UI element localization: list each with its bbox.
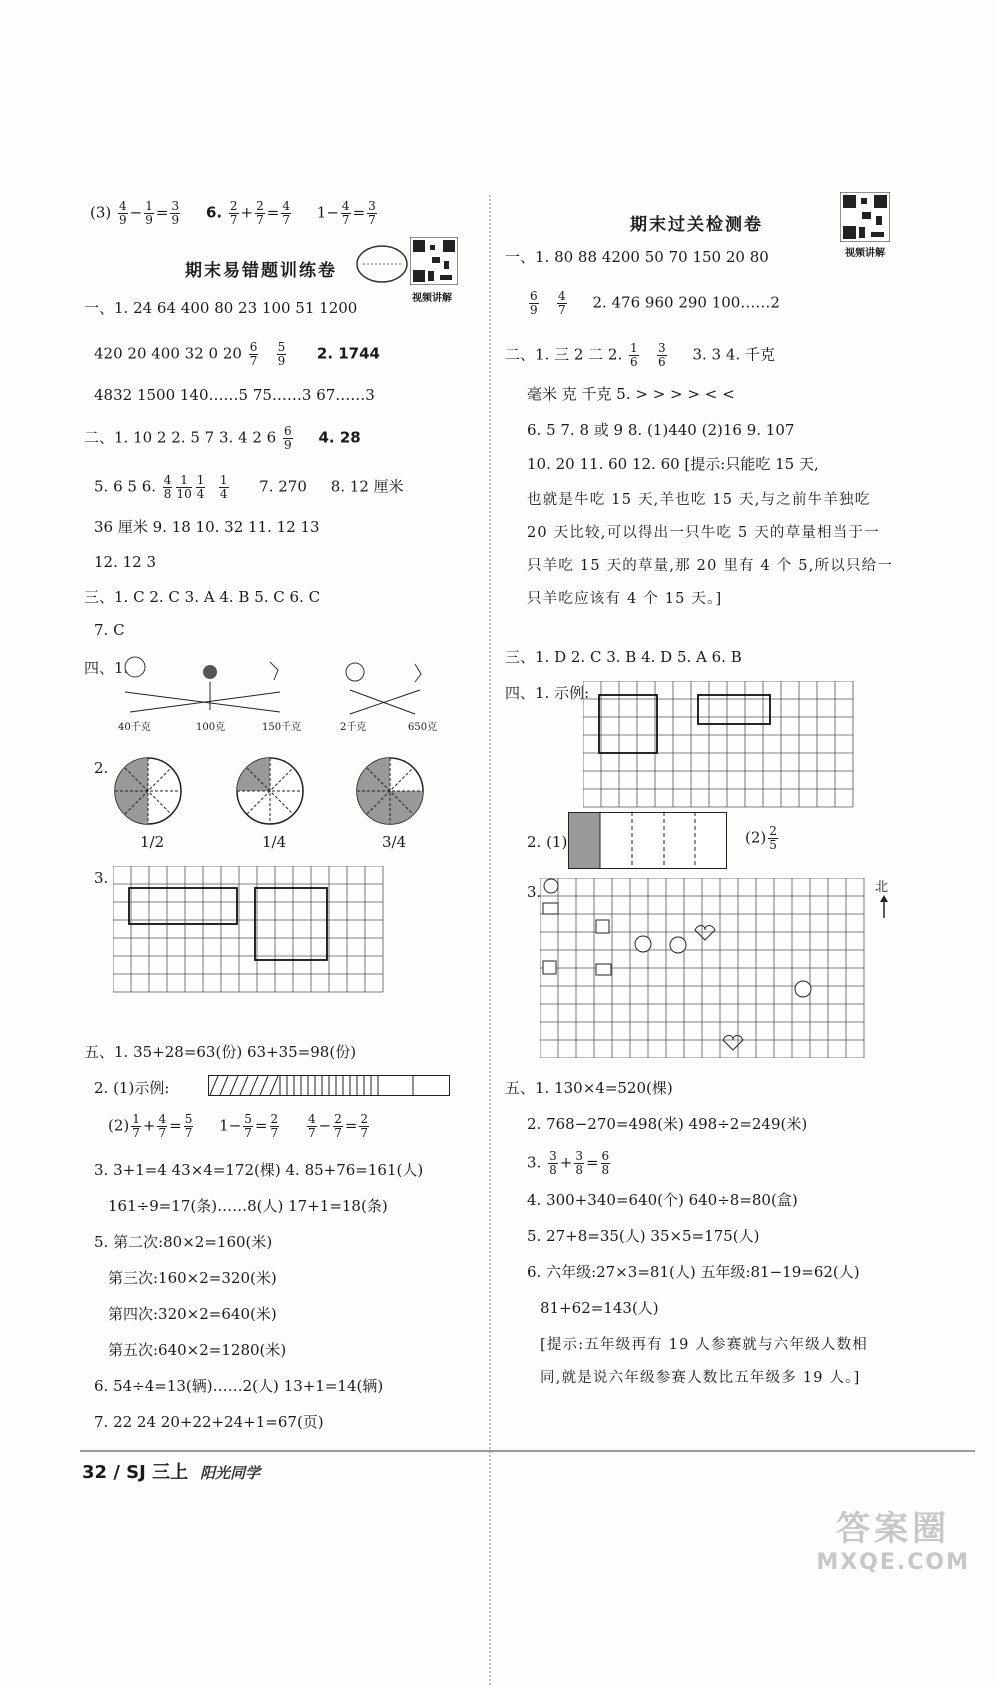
right-strip-figure [568,812,728,870]
weight-2: 100克 [196,722,226,733]
right-q5-5: 5. 27+8=35(人) 35×5=175(人) [527,1227,760,1245]
left-q5-5d: 第五次:640×2=1280(米) [108,1341,287,1359]
right-line-3: 二、1. 三 2 二 2. $\frac{1}{6}$ $\frac{3}{6}$ 3. 3 4. 千克 [505,341,775,369]
left-line-7: 12. 12 3 [94,553,157,571]
right-line-6: 10. 20 11. 60 12. 60 [提示:只能吃 15 天, [527,455,819,473]
left-line-3: 4832 1500 140……5 75……3 67……3 [94,386,375,404]
right-line-1: 一、1. 80 88 4200 50 70 150 20 80 [505,248,769,266]
circle-frac-2: 1/4 [262,833,287,851]
footer-rule [80,1450,975,1452]
direction-grid [540,878,870,1058]
left-q4-3: 3. [94,869,109,887]
fraction-circles [110,755,440,830]
brand-logo: 阳光同学 [200,1464,261,1482]
left-q5-1: 五、1. 35+28=63(份) 63+35=98(份) [84,1043,357,1061]
left-line-5: 5. 6 5 6. $\frac{4}{8}$ $\frac{1}{10}$ $\frac{1}{4}$ $\frac{1}{4}$ 7. 270 8. 12 厘米 [94,473,404,501]
left-q5-3b: 161÷9=17(条)……8(人) 17+1=18(条) [108,1197,388,1215]
watermark [816,1501,970,1575]
right-q4-2b: (2) $\frac{2}{5}$ [745,824,777,852]
left-line-6: 36 厘米 9. 18 10. 32 11. 12 13 [94,518,320,536]
right-line-7: 也就是牛吃 15 天,羊也吃 15 天,与之前牛羊独吃 [527,492,871,508]
left-q5-5c: 第四次:320×2=640(米) [108,1305,277,1323]
footer [82,1458,260,1484]
right-line-11: 三、1. D 2. C 3. B 4. D 5. A 6. B [505,648,742,666]
left-line-4: 二、1. 10 2 2. 5 7 3. 4 2 6 $\frac{6}{9}$ 4. 28 [84,424,361,452]
right-note-2: 同,就是说六年级参赛人数比五年级多 19 人。] [540,1370,861,1386]
left-q5-6: 6. 54÷4=13(辆)……2(人) 13+1=14(辆) [94,1377,384,1395]
left-q5-2-2: (2) $\frac{1}{7}$ + $\frac{4}{7}$ = $\frac{5}{7}$ 1− $\frac{5}{7}$ = $\frac{2}{7}$ $\frac{4}{7}$ − $\frac{2}{7}$ = $\frac{2}{7}$ [108,1112,369,1140]
left-line-1: 一、1. 24 64 400 80 23 100 51 1200 [84,299,358,317]
left-line-2: 420 20 400 32 0 20 $\frac{6}{7}$ $\frac{5}{9}$ 2. 1744 [94,340,380,368]
left-title: 期末易错题训练卷 [185,261,337,281]
circle-frac-3: 3/4 [382,833,407,851]
right-line-4: 毫米 克 千克 5. > > > > < < [527,385,735,403]
watermark-text: 答案圈 [836,1509,951,1549]
right-line-9: 只羊吃 15 天的草量,那 20 里有 4 个 5,所以只给一 [527,558,894,574]
left-line-8: 三、1. C 2. C 3. A 4. B 5. C 6. C [84,588,321,606]
page-number: 32 / SJ 三上 [82,1462,189,1483]
right-q4-1: 四、1. 示例: [505,684,590,702]
right-q5-2: 2. 768−270=498(米) 498÷2=249(米) [527,1115,808,1133]
left-grid-figure [113,866,385,994]
right-q4-2: 2. (1) [527,833,568,851]
right-q4-3: 3. [527,883,542,901]
left-q5-2: 2. (1)示例: [94,1079,170,1097]
left-q5-5: 5. 第二次:80×2=160(米) [94,1233,273,1251]
right-line-10: 只羊吃应该有 4 个 15 天。] [527,591,723,607]
stamp-icon [355,242,410,287]
right-line-8: 20 天比较,可以得出一只牛吃 5 天的草量相当于一 [527,525,880,541]
left-q4-1: 四、1. [84,659,129,677]
circle-frac-1: 1/2 [140,833,165,851]
top-answer-line: (3) $\frac{4}{9}$ − $\frac{1}{9}$ = $\frac{3}{9}$ 6. $\frac{2}{7}$ + $\frac{2}{7}$ = $\frac{4}{7}$ 1− $\frac{4}{7}$ = $\frac{3}{7}$ [90,199,376,227]
qr-code-icon [410,237,458,285]
north-label: 北 [875,880,889,895]
column-divider [489,195,491,1685]
weight-1: 40千克 [118,722,151,733]
right-note-1: [提示:五年级再有 19 人参赛就与六年级人数相 [540,1337,869,1353]
right-qr-caption: 视频讲解 [845,248,885,259]
left-q4-2: 2. [94,759,109,777]
right-q5-1: 五、1. 130×4=520(棵) [505,1079,673,1097]
left-strip-figure [208,1075,451,1097]
right-q5-3: 3. $\frac{3}{8}$ + $\frac{3}{8}$ = $\frac{6}{8}$ [527,1149,610,1177]
left-qr-caption: 视频讲解 [412,293,452,304]
weight-5: 650克 [408,722,438,733]
right-q5-6: 6. 六年级:27×3=81(人) 五年级:81−19=62(人) [527,1263,860,1281]
weight-3: 150千克 [262,722,302,733]
watermark-url: MXQE.COM [816,1550,970,1575]
left-q5-7: 7. 22 24 20+22+24+1=67(页) [94,1413,324,1431]
weight-4: 2千克 [340,722,367,733]
right-title: 期末过关检测卷 [630,215,763,235]
right-grid-figure [583,681,855,809]
left-q5-3: 3. 3+1=4 43×4=172(棵) 4. 85+76=161(人) [94,1161,424,1179]
left-q5-5b: 第三次:160×2=320(米) [108,1269,277,1287]
qr-code-icon [840,192,890,242]
right-q5-4: 4. 300+340=640(个) 640÷8=80(盒) [527,1191,798,1209]
right-line-5: 6. 5 7. 8 或 9 8. (1)440 (2)16 9. 107 [527,421,795,439]
left-line-9: 7. C [94,621,125,639]
right-q5-6b: 81+62=143(人) [540,1299,659,1317]
right-line-2: $\frac{6}{9}$ $\frac{4}{7}$ 2. 476 960 290 100……2 [530,289,780,317]
north-arrow-icon [879,895,889,919]
